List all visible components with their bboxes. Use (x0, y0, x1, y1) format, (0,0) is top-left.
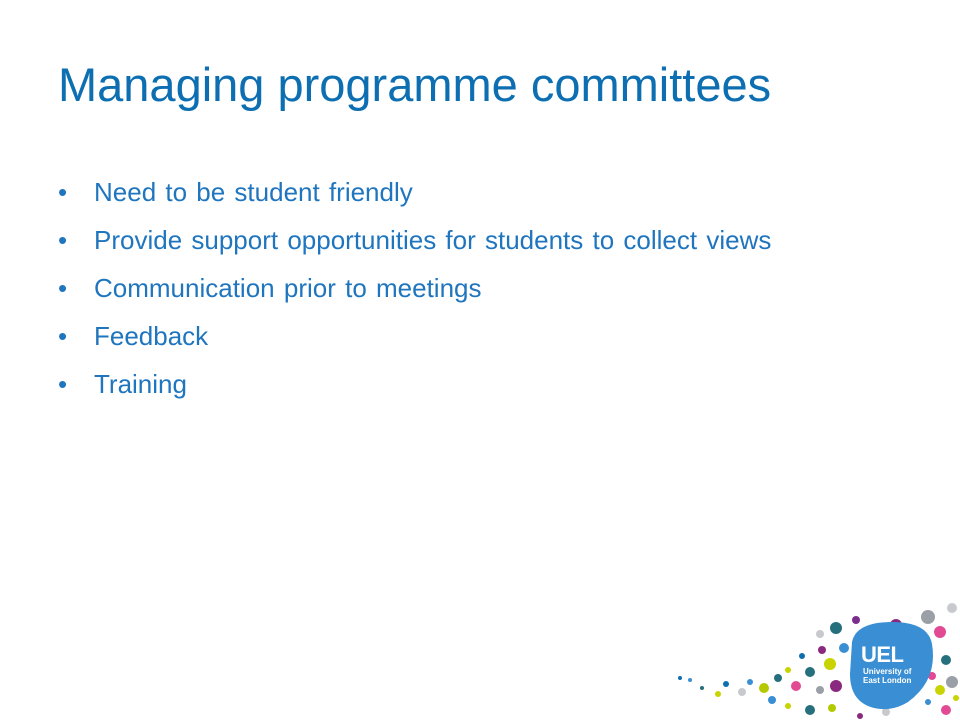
bullet-item (58, 222, 878, 258)
bullet-text: Training (94, 369, 187, 399)
uel-logo (660, 590, 960, 720)
bullet-marker: • (58, 177, 68, 207)
bullet-text: Provide support opportunities for students to collect views (94, 225, 772, 255)
uel-logo-line2: East London (863, 676, 912, 685)
uel-logo-subtitle (863, 667, 927, 685)
bullet-text: Communication prior to meetings (94, 273, 482, 303)
bullet-marker: • (58, 321, 68, 351)
uel-logo-text (846, 620, 938, 712)
bullet-item (58, 318, 878, 354)
bullet-marker: • (58, 273, 68, 303)
bullet-list (58, 174, 878, 414)
bullet-item (58, 366, 878, 402)
bullet-text: Feedback (94, 321, 209, 351)
bullet-item (58, 174, 878, 210)
uel-logo-wordmark: UEL (861, 642, 904, 667)
uel-badge (846, 620, 938, 712)
uel-logo-line1: University of (863, 667, 912, 676)
slide-title: Managing programme committees (58, 58, 772, 111)
bullet-marker: • (58, 369, 68, 399)
bullet-item (58, 270, 878, 306)
bullet-text: Need to be student friendly (94, 177, 413, 207)
bullet-marker: • (58, 225, 68, 255)
